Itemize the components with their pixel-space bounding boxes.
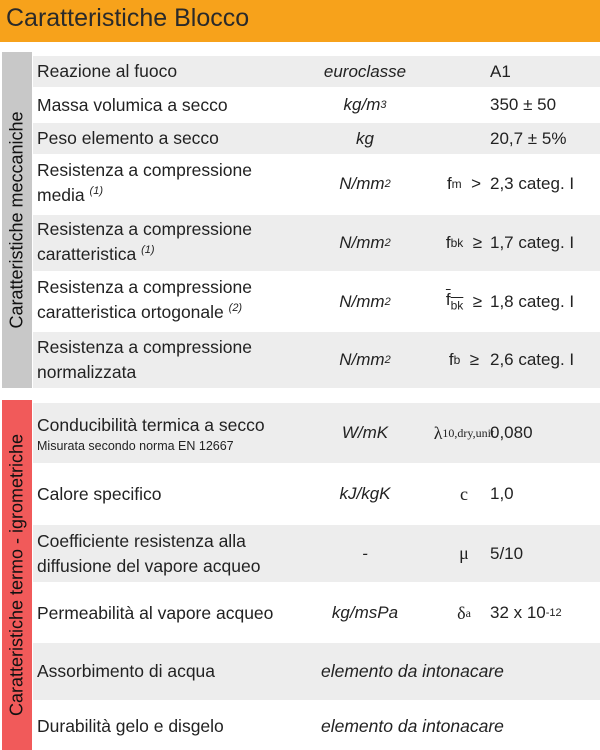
table-row [33, 89, 600, 121]
table-row [33, 525, 600, 582]
table-row [33, 156, 600, 212]
row-value: 1,8 categ. I [490, 291, 575, 311]
row-name: Massa volumica a secco [37, 94, 228, 115]
row-name: Permeabilità al vapore acqueo [37, 602, 274, 623]
row-span-value: elemento da intonacare [321, 661, 504, 681]
row-name: Peso elemento a secco [37, 128, 219, 148]
section-label-mechanical [2, 52, 32, 388]
row-unit: N/mm 2 [339, 233, 391, 252]
table-row [33, 702, 600, 750]
row-unit: N/mm 2 [339, 291, 391, 311]
row-symbol: c [460, 483, 468, 504]
table-row [33, 273, 600, 330]
row-name: Resistenza a compressione normalizzata [37, 337, 252, 382]
table-row [33, 643, 600, 700]
row-unit: N/mm 2 [339, 174, 391, 193]
row-name: Resistenza a compressione caratteristica $^{(1)}$ [37, 218, 252, 264]
row-value: 350 ± 50 [490, 95, 557, 114]
row-symbol: f bk ≥ [445, 233, 483, 252]
row-unit: kg/m 3 [343, 95, 387, 114]
row-value: 5/10 [490, 543, 524, 563]
table-row [33, 56, 600, 87]
row-value: 1,7 categ. I [490, 233, 575, 252]
row-symbol: f b ≥ [448, 350, 480, 369]
row-value: 2,6 categ. I [490, 350, 575, 369]
row-name: Calore specifico [37, 483, 162, 504]
row-symbol: δ a [457, 602, 471, 623]
row-unit: N/mm 2 [339, 350, 391, 369]
section-label-mechanical-text: Caratteristiche meccaniche [6, 111, 27, 329]
row-value: 1,0 [490, 484, 514, 503]
row-symbol: f m > [446, 174, 482, 193]
row-name: Resistenza a compressione caratteristica ortogonale $^{(2)}$ [37, 277, 252, 322]
row-span-value: elemento da intonacare [321, 715, 504, 736]
table-row [33, 403, 600, 463]
page-title: Caratteristiche Blocco [6, 4, 250, 32]
row-symbol: μ [459, 543, 469, 563]
row-unit: euroclasse [323, 61, 407, 81]
row-value: 2,3 categ. I [490, 174, 575, 193]
row-name: Resistenza a compressione media $^{(1)}$ [37, 159, 252, 205]
row-unit: kg/msPa [331, 603, 399, 622]
row-unit: kJ/kgK [339, 484, 391, 503]
table-row [33, 332, 600, 388]
section-label-thermo-text: Caratteristiche termo - igrometriche [6, 433, 27, 717]
row-value: 20,7 ± 5% [490, 128, 567, 148]
table-row [33, 215, 600, 271]
row-unit: - [362, 543, 368, 563]
row-symbol: $f_{bk}$ ≥ [445, 290, 483, 313]
row-name: Conducibilità termica a secco Misurata secondo norma EN 12667 [37, 414, 265, 453]
table-row [33, 466, 600, 522]
row-value: 0,080 [490, 423, 533, 442]
header-bar [0, 0, 600, 42]
row-name: Assorbimento di acqua [37, 661, 216, 681]
row-name: Coefficiente resistenza alla diffusione del vapore acqueo [37, 530, 261, 576]
row-name: Reazione al fuoco [37, 61, 178, 81]
table-row [33, 585, 600, 641]
row-symbol: λ 10,dry,unit [433, 422, 495, 443]
row-name: Durabilità gelo e disgelo [37, 715, 224, 736]
row-value: 32 x 10 -12 [490, 603, 562, 622]
table-row [33, 123, 600, 154]
section-label-thermo [2, 400, 32, 750]
row-unit: W/mK [341, 423, 389, 442]
row-value: A1 [490, 61, 511, 81]
row-unit: kg [356, 128, 374, 148]
